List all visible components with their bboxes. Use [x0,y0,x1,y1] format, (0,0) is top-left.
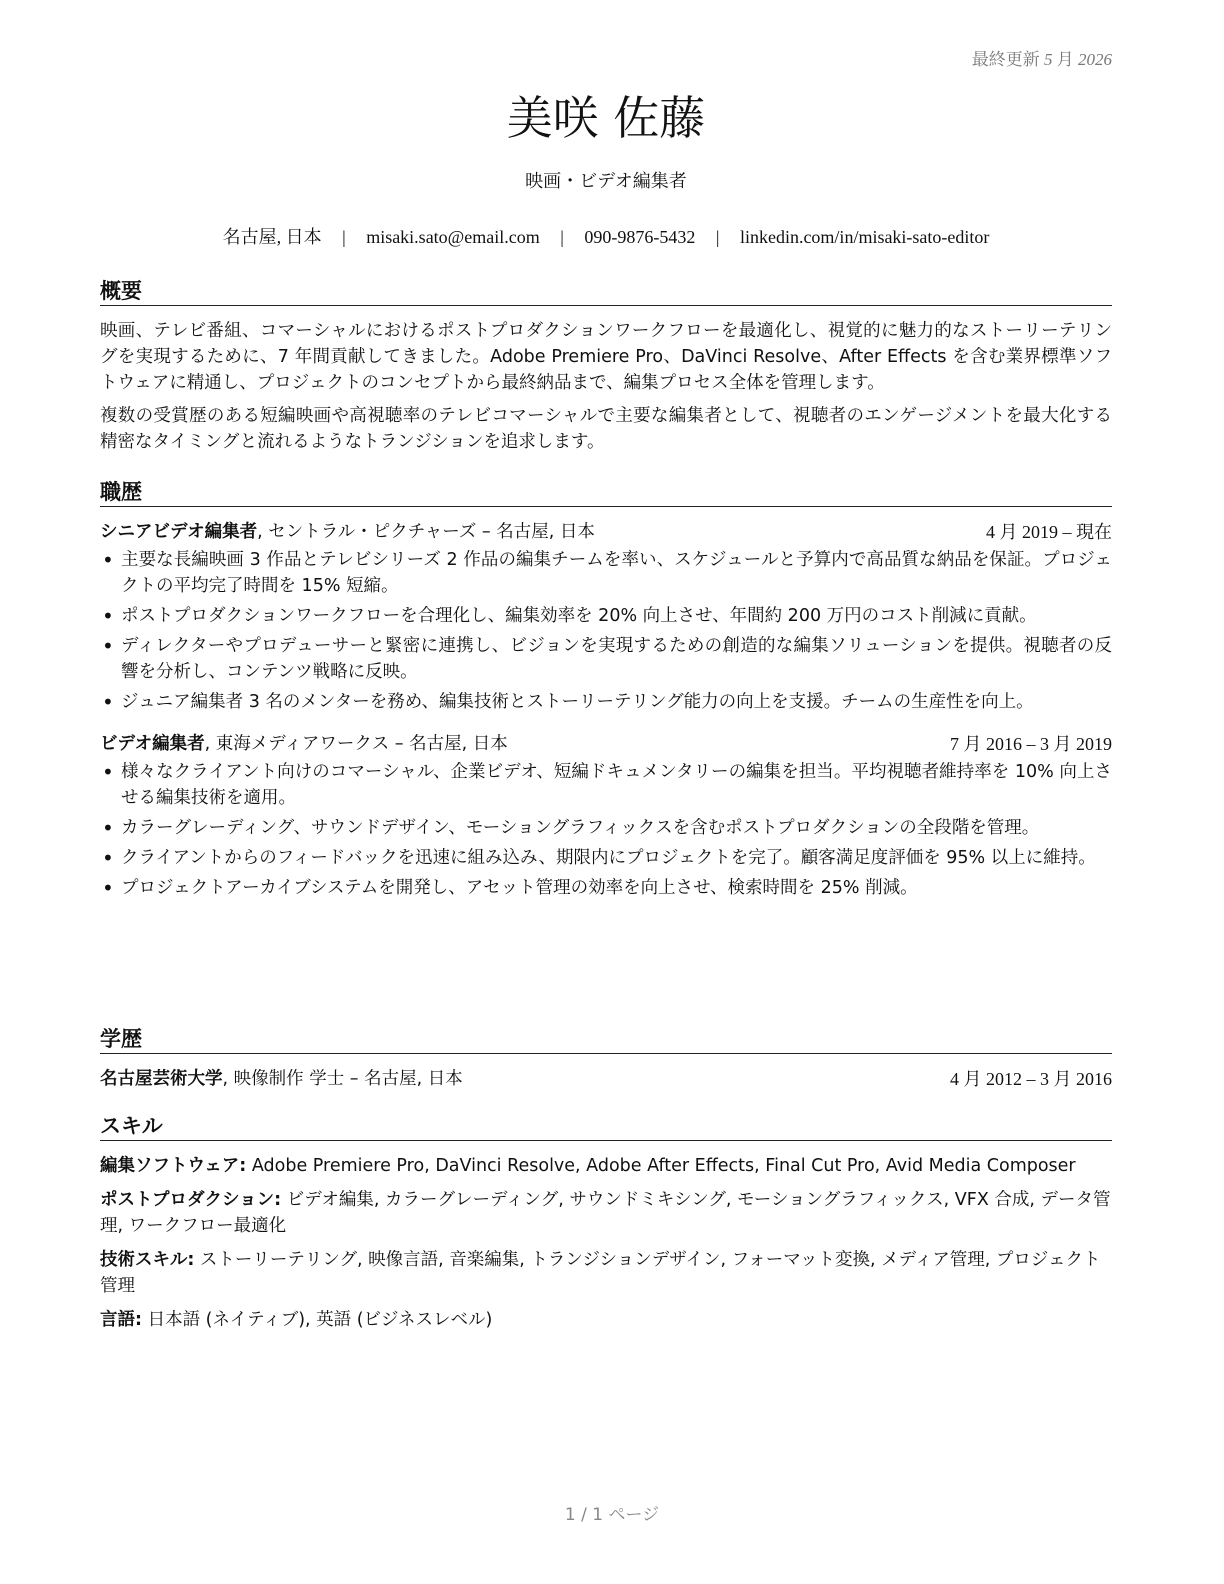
summary-paragraph: 複数の受賞歴のある短編映画や高視聴率のテレビコマーシャルで主要な編集者として、視聴者のエンゲージメントを最大化する精密なタイミングと流れるようなトランジションを追求します。 [100,406,1112,452]
job-bullets [100,759,1112,901]
contact-separator: | [560,227,564,247]
section-title: スキル [100,1112,1112,1141]
summary-paragraph: 映画、テレビ番組、コマーシャルにおけるポストプロダクションワークフローを最適化し、視覚的に魅力的なストーリーテリングを実現するために、7 年間貢献してきました。Adobe Premiere Pro、DaVinci Resolve、After Effects を含む業界標準ソフトウェアに精通し、プロジェクトのコンセプトから最終納品まで、編集プロセス全体を管理します。 [100,321,1112,393]
section-title: 職歴 [100,478,1112,507]
skill-value: 日本語 (ネイティブ), 英語 (ビジネスレベル) [142,1310,493,1330]
skill-value: ストーリーテリング, 映像言語, 音楽編集, トランジションデザイン, フォーマット変換, メディア管理, プロジェクト管理 [100,1250,1101,1296]
job-dates: 4 月 2019 – 現在 [986,522,1112,542]
resume-page [100,0,1112,1584]
summary-section [100,277,1112,462]
list-item: • 様々なクライアント向けのコマーシャル、企業ビデオ、短編ドキュメンタリーの編集を担当。平均視聴者維持率を 10% 向上させる編集技術を適用。 [100,759,1112,811]
job-title: シニアビデオ編集者 [100,522,258,542]
section-title: 学歴 [100,1025,1112,1054]
job-title: ビデオ編集者 [100,734,205,754]
job-bullets [100,547,1112,715]
job-org: , セントラル・ピクチャーズ – 名古屋, 日本 [257,522,595,542]
skill-value: Adobe Premiere Pro, DaVinci Resolve, Adobe After Effects, Final Cut Pro, Avid Media Composer [246,1156,1076,1176]
skill-row [100,1187,1112,1239]
job-header [100,519,1112,545]
list-item: • 主要な長編映画 3 作品とテレビシリーズ 2 作品の編集チームを率い、スケジュールと予算内で高品質な納品を保証。プロジェクトの平均完了時間を 15% 短縮。 [100,547,1112,599]
section-title: 概要 [100,277,1112,306]
contact-line [100,225,1112,249]
page-number: 1 / 1 ページ [564,1505,660,1525]
education-entry [100,1066,1112,1092]
list-item: • プロジェクトアーカイブシステムを開発し、アセット管理の効率を向上させ、検索時間を 25% 削減。 [100,875,1112,901]
list-item: • ジュニア編集者 3 名のメンターを務め、編集技術とストーリーテリング能力の向上を支援。チームの生産性を向上。 [100,689,1112,715]
skill-row [100,1153,1112,1179]
contact-linkedin[interactable]: linkedin.com/in/misaki-sato-editor [739,227,990,247]
job-entry [100,519,1112,715]
skills-section [100,1112,1112,1341]
list-item: • カラーグレーディング、サウンドデザイン、モーショングラフィックスを含むポストプロダクションの全段階を管理。 [100,815,1112,841]
experience-section [100,478,1112,905]
degree-detail: , 映像制作 学士 – 名古屋, 日本 [222,1069,463,1089]
skill-row [100,1247,1112,1299]
contact-separator: | [715,227,720,247]
job-dates: 7 月 2016 – 3 月 2019 [950,734,1112,754]
education-section [100,1025,1112,1092]
job-org: , 東海メディアワークス – 名古屋, 日本 [204,734,508,754]
contact-email[interactable]: misaki.sato@email.com [366,227,540,247]
list-item: • クライアントからのフィードバックを迅速に組み込み、期限内にプロジェクトを完了。顧客満足度評価を 95% 以上に維持。 [100,845,1112,871]
last-updated: 最終更新 5 月 2026 [971,50,1112,69]
skill-row [100,1307,1112,1333]
school-name: 名古屋芸術大学 [100,1069,223,1089]
skill-label: 編集ソフトウェア: [100,1156,247,1176]
skill-label: 技術スキル: [100,1250,195,1270]
skill-label: 言語: [100,1310,142,1330]
person-name: 美咲 佐藤 [506,91,706,145]
contact-location: 名古屋, 日本 [222,227,322,247]
skill-value: ビデオ編集, カラーグレーディング, サウンドミキシング, モーショングラフィックス, VFX 合成, データ管理, ワークフロー最適化 [100,1190,1111,1236]
list-item: • ポストプロダクションワークフローを合理化し、編集効率を 20% 向上させ、年間約 200 万円のコスト削減に貢献。 [100,603,1112,629]
job-header [100,731,1112,757]
list-item: • ディレクターやプロデューサーと緊密に連携し、ビジョンを実現するための創造的な編集ソリューションを提供。視聴者の反響を分析し、コンテンツ戦略に反映。 [100,633,1112,685]
contact-phone: 090-9876-5432 [584,227,696,247]
education-dates: 4 月 2012 – 3 月 2016 [950,1069,1112,1089]
skill-label: ポストプロダクション: [100,1190,282,1210]
contact-separator: | [342,227,346,247]
job-entry [100,731,1112,901]
job-subtitle: 映画・ビデオ編集者 [525,171,687,192]
